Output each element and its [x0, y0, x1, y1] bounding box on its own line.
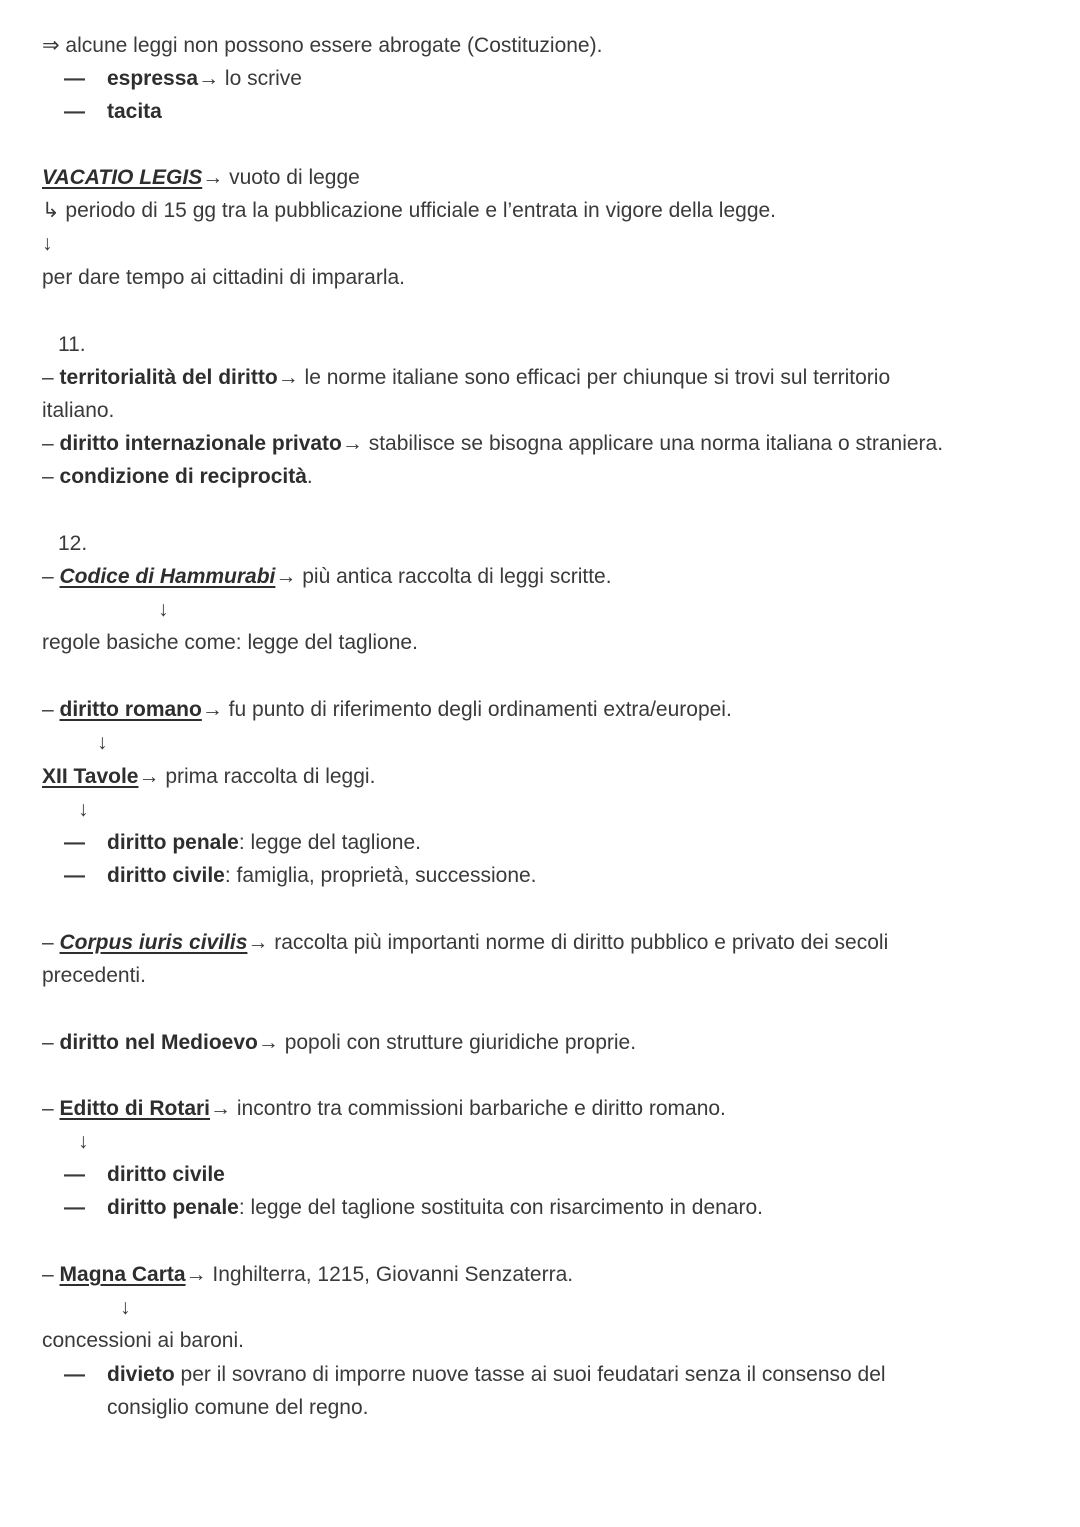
bullet-dash: —: [64, 831, 85, 854]
item-diritto-romano: – diritto romano→ fu punto di riferimento degli ordinamenti extra/europei.: [42, 698, 732, 721]
item-corpus-iuris-cont: precedenti.: [42, 964, 146, 987]
text-line-cittadini: per dare tempo ai cittadini di impararla.: [42, 266, 406, 289]
section-number-11: 11.: [58, 333, 86, 356]
item-corpus-iuris: – Corpus iuris civilis→ raccolta più importanti norme di diritto pubblico e privato dei secoli: [42, 931, 889, 954]
item-territorialita-cont: italiano.: [42, 399, 115, 422]
bullet-dash: —: [64, 67, 85, 90]
item-hammurabi: – Codice di Hammurabi→ più antica raccolta di leggi scritte.: [42, 565, 612, 588]
down-arrow-icon: ↓: [97, 731, 108, 754]
bullet-dash: —: [64, 1196, 85, 1219]
item-reciprocita: – condizione di reciprocità.: [42, 465, 313, 488]
item-medioevo: – diritto nel Medioevo→ popoli con strutture giuridiche proprie.: [42, 1031, 637, 1054]
text-line-periodo: ↳ periodo di 15 gg tra la pubblicazione ufficiale e l’entrata in vigore della legge.: [42, 199, 777, 222]
bullet-diritto-penale: diritto penale: legge del taglione.: [107, 831, 421, 854]
down-arrow-icon: ↓: [158, 598, 169, 621]
bullet-dash: —: [64, 1163, 85, 1186]
text-line-concessioni: concessioni ai baroni.: [42, 1329, 244, 1352]
item-editto-rotari: – Editto di Rotari→ incontro tra commissioni barbariche e diritto romano.: [42, 1097, 726, 1120]
bullet-diritto-civile: diritto civile: famiglia, proprietà, successione.: [107, 864, 537, 887]
bullet-divieto-cont: consiglio comune del regno.: [107, 1396, 369, 1419]
section-number-12: 12.: [58, 532, 88, 555]
down-arrow-icon: ↓: [120, 1296, 131, 1319]
bullet-diritto-civile: diritto civile: [107, 1163, 225, 1186]
down-arrow-icon: ↓: [78, 798, 89, 821]
bullet-divieto: divieto per il sovrano di imporre nuove tasse ai suoi feudatari senza il consenso del: [107, 1363, 886, 1386]
bullet-dash: —: [64, 1363, 85, 1386]
text-line-regole: regole basiche come: legge del taglione.: [42, 631, 418, 654]
item-diritto-internazionale: – diritto internazionale privato→ stabilisce se bisogna applicare una norma italiana o straniera.: [42, 432, 944, 455]
bullet-diritto-penale: diritto penale: legge del taglione sostituita con risarcimento in denaro.: [107, 1196, 763, 1219]
bullet-dash: —: [64, 864, 85, 887]
bullet-dash: —: [64, 100, 85, 123]
bullet-tacita: tacita: [107, 100, 162, 123]
item-magna-carta: – Magna Carta→ Inghilterra, 1215, Giovanni Senzaterra.: [42, 1263, 574, 1286]
item-territorialita: – territorialità del diritto→ le norme italiane sono efficaci per chiunque si trovi sul territorio: [42, 366, 891, 389]
down-arrow-icon: ↓: [42, 232, 53, 255]
heading-vacatio-legis: VACATIO LEGIS→ vuoto di legge: [42, 166, 360, 189]
bullet-espressa: espressa→ lo scrive: [107, 67, 302, 90]
item-xii-tavole: XII Tavole→ prima raccolta di leggi.: [42, 765, 376, 788]
text-line-abrogazione: ⇒ alcune leggi non possono essere abrogate (Costituzione).: [42, 34, 603, 57]
down-arrow-icon: ↓: [78, 1130, 89, 1153]
